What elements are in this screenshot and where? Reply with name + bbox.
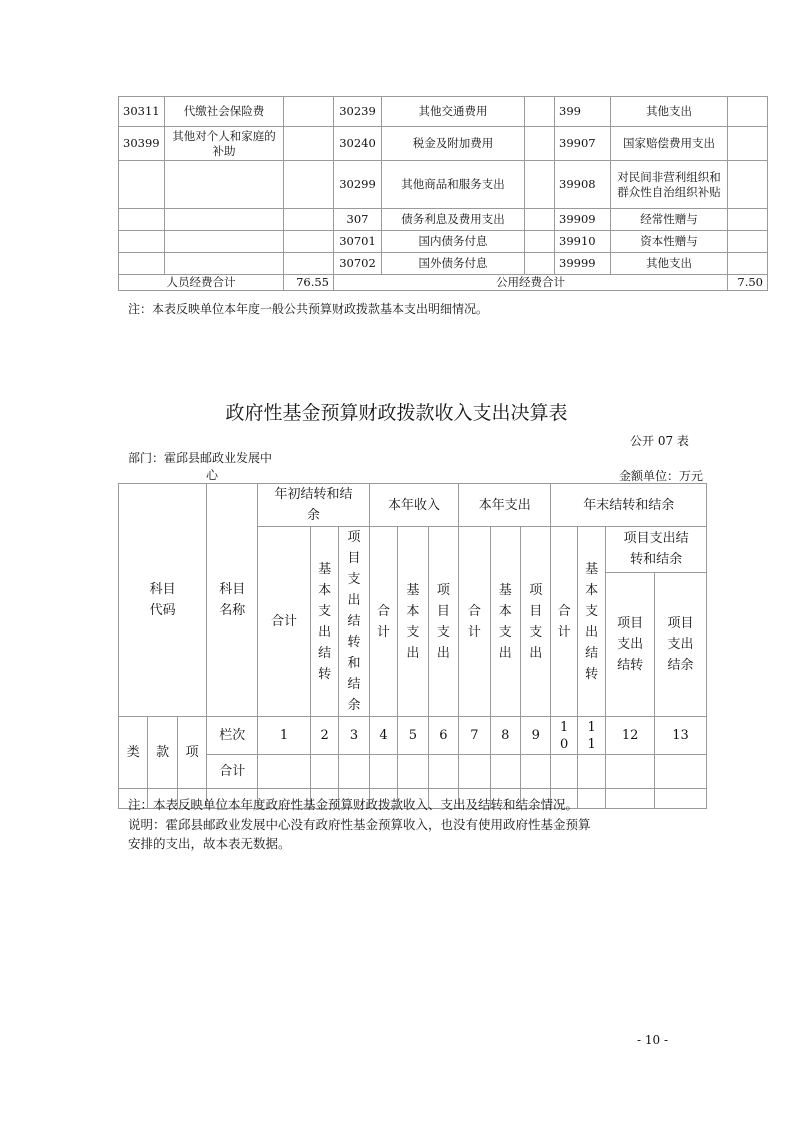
table-cell (525, 97, 555, 127)
col-no: 8 (490, 717, 520, 755)
table-cell: 对民间非营利组织和群众性自治组织补贴 (611, 161, 728, 209)
end-carry-header: 年末结转和结余 (551, 484, 707, 527)
gov-fund-budget-table (118, 483, 707, 809)
table-cell (525, 209, 555, 231)
heji-label: 合计 (207, 755, 258, 789)
table-cell (284, 231, 334, 253)
table-cell: 307 (334, 209, 382, 231)
table-cell (728, 127, 768, 161)
income-basic-header: 基本支出 (398, 527, 428, 717)
amount-unit: 金额单位：万元 (619, 469, 704, 483)
table-cell (728, 209, 768, 231)
table-cell: 39907 (555, 127, 611, 161)
kuan-header: 款 (148, 717, 177, 789)
end-proj-header: 项目支出结转和结余 (606, 527, 707, 573)
table-cell: 其他交通费用 (382, 97, 525, 127)
col-no: 3 (339, 717, 369, 755)
end-basic-carry-header: 基本支出结转 (577, 527, 605, 717)
table-cell (119, 231, 165, 253)
table-cell: 39909 (555, 209, 611, 231)
department-label-tail: 心 (206, 468, 219, 482)
table1-note: 注：本表反映单位本年度一般公共预算财政拨款基本支出明细情况。 (128, 302, 489, 316)
table-cell (728, 97, 768, 127)
lei-header: 类 (119, 717, 148, 789)
table-cell (165, 253, 284, 275)
lanci-label: 栏次 (207, 717, 258, 755)
table-cell: 国内债务付息 (382, 231, 525, 253)
table-cell (284, 97, 334, 127)
table-row (119, 127, 768, 161)
table-cell: 30311 (119, 97, 165, 127)
table-cell (165, 209, 284, 231)
table-row (119, 161, 768, 209)
table-cell: 30240 (334, 127, 382, 161)
begin-carry-header: 年初结转和结余 (258, 484, 370, 527)
table2-note: 注：本表反映单位本年度政府性基金预算财政拨款收入、支出及结转和结余情况。 (128, 797, 579, 812)
table-cell (284, 161, 334, 209)
expend-header: 本年支出 (459, 484, 551, 527)
table2-desc-line1: 说明：霍邱县邮政业发展中心没有政府性基金预算收入，也没有使用政府性基金预算 (128, 817, 591, 832)
table-cell (119, 253, 165, 275)
page-title: 政府性基金预算财政拨款收入支出决算表 (225, 402, 568, 424)
begin-total-header: 合计 (258, 527, 311, 717)
table-row (119, 97, 768, 127)
table-cell (525, 127, 555, 161)
table-cell: 税金及附加费用 (382, 127, 525, 161)
basic-expenditure-detail-table (118, 96, 768, 291)
table-cell: 399 (555, 97, 611, 127)
table-row (119, 231, 768, 253)
expend-total-header: 合计 (459, 527, 490, 717)
table-cell: 其他对个人和家庭的补助 (165, 127, 284, 161)
table-cell: 国家赔偿费用支出 (611, 127, 728, 161)
column-number-row (119, 717, 707, 755)
personnel-total-label: 人员经费合计 (119, 275, 284, 291)
table-cell (728, 231, 768, 253)
col-no: 1 (258, 717, 311, 755)
personnel-total-value: 76.55 (284, 275, 334, 291)
table-cell: 其他支出 (611, 253, 728, 275)
table-cell (284, 253, 334, 275)
table-cell: 其他商品和服务支出 (382, 161, 525, 209)
table-cell: 国外债务付息 (382, 253, 525, 275)
department-label: 部门：霍邱县邮政业发展中 (128, 451, 273, 465)
total-row (119, 755, 707, 789)
table-cell (119, 161, 165, 209)
table-cell: 30701 (334, 231, 382, 253)
public-total-label: 公用经费合计 (334, 275, 728, 291)
table-cell: 30239 (334, 97, 382, 127)
xiang-header: 项 (177, 717, 206, 789)
table-row (119, 253, 768, 275)
col-no: 6 (428, 717, 458, 755)
table-cell: 39999 (555, 253, 611, 275)
public-total-value: 7.50 (728, 275, 768, 291)
income-header: 本年收入 (369, 484, 458, 527)
income-total-header: 合计 (369, 527, 397, 717)
col-no: 7 (459, 717, 490, 755)
col-no: 11 (577, 717, 605, 755)
col-no: 10 (551, 717, 577, 755)
expend-basic-header: 基本支出 (490, 527, 520, 717)
table-cell (284, 127, 334, 161)
page-number: - 10 - (637, 1033, 669, 1047)
table-row (119, 209, 768, 231)
begin-basic-carry-header: 基本支出结转 (310, 527, 338, 717)
col-no: 9 (521, 717, 551, 755)
end-proj-surplus-header: 项目支出结余 (655, 572, 707, 716)
table-cell: 其他支出 (611, 97, 728, 127)
table2-desc-line2: 安排的支出，故本表无数据。 (128, 836, 291, 851)
table-cell (165, 231, 284, 253)
subject-code-header: 科目代码 (119, 484, 207, 717)
table-cell: 债务利息及费用支出 (382, 209, 525, 231)
table-cell: 代缴社会保险费 (165, 97, 284, 127)
header-row-1 (119, 484, 707, 527)
subject-name-header: 科目名称 (207, 484, 258, 717)
table-cell (525, 161, 555, 209)
table-cell (165, 161, 284, 209)
table-cell: 39910 (555, 231, 611, 253)
col-no: 4 (369, 717, 397, 755)
form-number: 公开 07 表 (630, 434, 689, 448)
totals-row (119, 275, 768, 291)
col-no: 13 (655, 717, 707, 755)
income-proj-header: 项目支出 (428, 527, 458, 717)
table-cell (728, 161, 768, 209)
table-cell (119, 209, 165, 231)
end-proj-carry-header: 项目支出结转 (606, 572, 655, 716)
col-no: 2 (310, 717, 338, 755)
table-cell (728, 253, 768, 275)
table-cell (284, 209, 334, 231)
table-cell: 30399 (119, 127, 165, 161)
table-cell (525, 253, 555, 275)
col-no: 12 (606, 717, 655, 755)
table-cell (525, 231, 555, 253)
end-total-header: 合计 (551, 527, 577, 717)
table-cell: 资本性赠与 (611, 231, 728, 253)
col-no: 5 (398, 717, 428, 755)
table-cell: 39908 (555, 161, 611, 209)
table-cell: 经常性赠与 (611, 209, 728, 231)
begin-proj-carry-header: 项目支出结转和结余 (339, 527, 369, 717)
expend-proj-header: 项目支出 (521, 527, 551, 717)
table-cell: 30299 (334, 161, 382, 209)
table-cell: 30702 (334, 253, 382, 275)
